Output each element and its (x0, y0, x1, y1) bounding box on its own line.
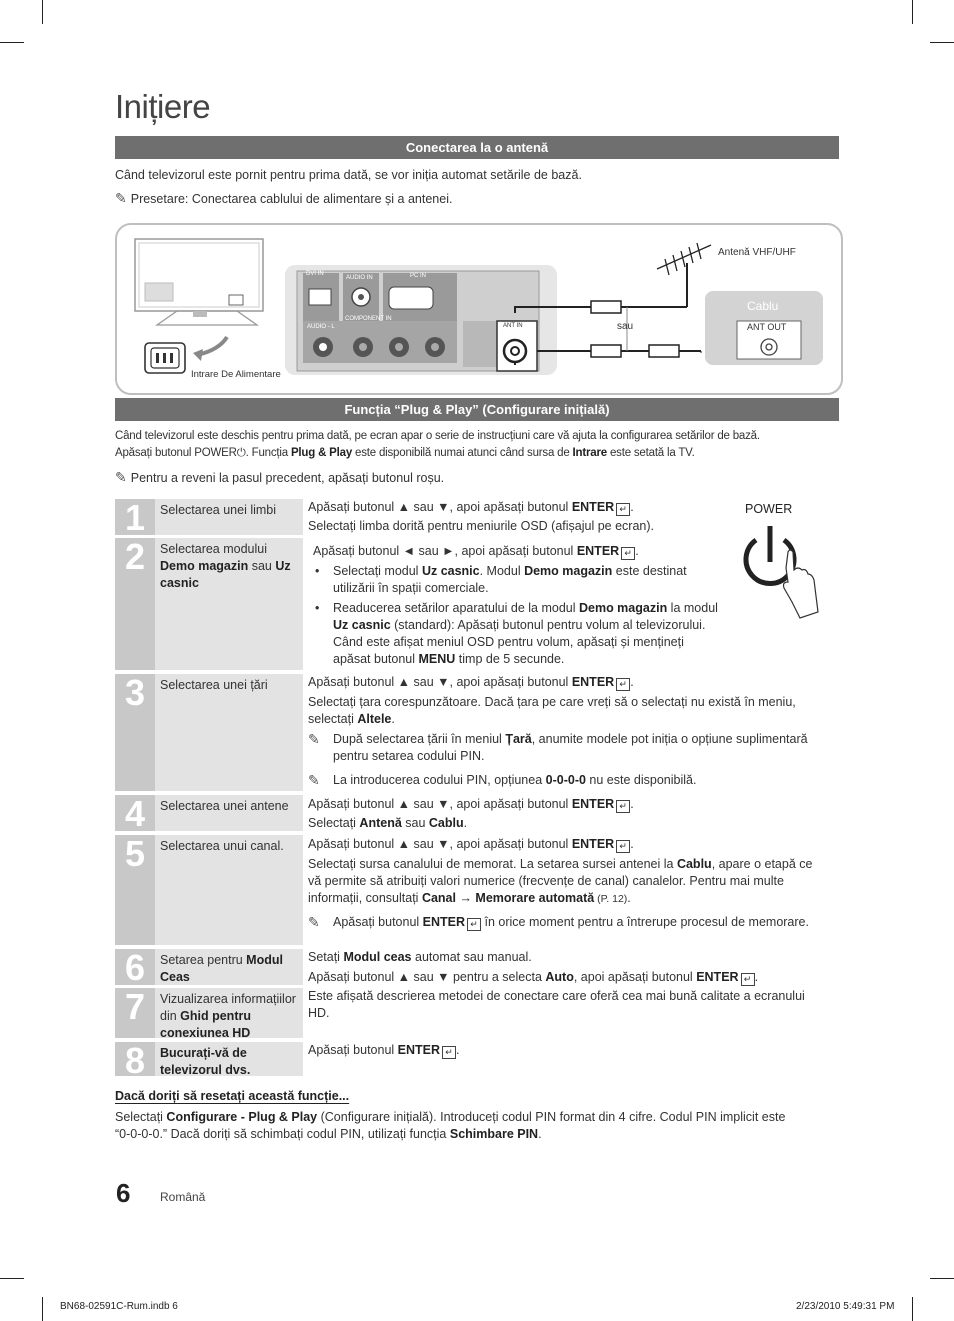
intro-bold: Intrare (572, 447, 607, 459)
port-dvi-label: DVI IN (306, 271, 324, 277)
step-label-text: Setarea pentru (160, 953, 247, 967)
reset-heading: Dacă doriți să resetați această funcție... (115, 1089, 350, 1103)
step-bold: Antenă (359, 816, 402, 830)
enter-icon: ↵ (621, 547, 635, 560)
enter-label: ENTER (571, 797, 615, 811)
ant-in-label: ANT IN (503, 323, 523, 329)
step-text: . Modul (479, 564, 525, 578)
power-label: POWER (745, 502, 793, 516)
step-bold: Uz casnic (333, 618, 391, 632)
step-small: (P. 12) (594, 893, 628, 905)
step-text: Apăsați butonul (333, 915, 423, 929)
step-bold: Uz casnic (421, 564, 480, 578)
ant-out-label: ANT OUT (747, 322, 787, 332)
section2-intro-line1: Când televizorul este deschis pentru prima dată, pe ecran apar o serie de instrucțiuni care vă ajuta la configurarea setărilor de bază. (115, 430, 760, 442)
step-text: Selectați țara corespunzătoare. Dacă țara pe care vreți să o selectați nu există în meniu, selectați (308, 695, 796, 726)
port-component-label: COMPONENT IN (345, 316, 392, 322)
enter-label: ENTER (571, 500, 615, 514)
step-text: Readucerea setărilor aparatului de la modul (333, 601, 579, 615)
footer-file: BN68-02591C-Rum.indb 6 (60, 1301, 178, 1312)
reset-line2: “0-0-0-0.” Dacă doriți să schimbați codul PIN, utilizați funcția Schimbare PIN. (115, 1127, 542, 1141)
step-label-text: sau (248, 559, 276, 573)
step-number: 2 (115, 538, 155, 670)
note-icon: ✎ (308, 772, 320, 788)
step-bold: Demo magazin (524, 564, 613, 578)
intro-text: este setată la TV. (606, 447, 695, 459)
enter-label: ENTER (696, 970, 739, 984)
step-number: 5 (115, 835, 155, 945)
step-label-bold: Demo magazin (160, 559, 249, 573)
page-title: Inițiere (115, 88, 211, 125)
step-label: Selectarea unui canal. (155, 835, 303, 945)
step-text: Selectați limba dorită pentru meniurile OSD (afișajul pe ecran). (308, 519, 654, 533)
step-8-body: Apăsați butonul ENTER ↵ . (308, 1043, 460, 1057)
step-number: 4 (115, 795, 155, 831)
crop-mark (42, 0, 43, 24)
page-language: Română (160, 1190, 206, 1204)
enter-icon: ↵ (467, 918, 481, 931)
step-bold: Altele (357, 712, 392, 726)
step-text: , anumite modele pot iniția o opțiune suplimentară pentru setarea codului PIN. (333, 732, 808, 763)
crop-mark (930, 42, 954, 43)
step-bold: Canal → Memorare automată (421, 891, 595, 905)
port-audio-label: AUDIO IN (346, 275, 373, 281)
step-bold: Cablu (428, 816, 464, 830)
step-label (155, 988, 303, 1038)
enter-label: ENTER (422, 915, 466, 929)
power-input-label: Intrare De Alimentare (191, 369, 281, 380)
step-label: Bucurați-vă de televizorul dvs. (155, 1042, 303, 1076)
intro-text: este disponibilă numai atunci când sursa de (352, 447, 573, 459)
intro-text: . Funcția (245, 447, 291, 459)
section-header-plug-and-play: Funcția “Plug & Play” (Configurare inițială) (115, 398, 839, 421)
enter-icon: ↵ (616, 800, 630, 813)
intro-text: Apăsați butonul POWER (115, 447, 237, 459)
section2-note (115, 469, 444, 487)
step-text: este destinat utilizării în spații comerciale. (333, 564, 687, 595)
step-label-bold: Modul Ceas (160, 953, 283, 984)
antenna-label: Antenă VHF/UHF (718, 247, 796, 258)
enter-icon: ↵ (616, 678, 630, 691)
connection-diagram (115, 223, 843, 395)
step-label-text: Selectarea modului (160, 542, 268, 556)
step-text: Apăsați butonul ▲ sau ▼, apoi apăsați butonul (308, 797, 572, 811)
crop-mark (912, 1297, 913, 1321)
page-number: 6 (116, 1178, 131, 1208)
step-1-body: Apăsați butonul ▲ sau ▼, apoi apăsați butonul ENTER ↵ . Selectați limba dorită pentru meniurile OSD (afișajul pe ecran). (308, 499, 728, 535)
crop-mark (912, 0, 913, 24)
list-item (313, 600, 723, 668)
step-label-text: Vizualizarea informațiilor din (160, 992, 296, 1023)
section1-note (115, 190, 452, 208)
cable-label: Cablu (747, 299, 779, 313)
step-bold: Cablu (676, 857, 712, 871)
step-bold: Auto (545, 970, 574, 984)
footer-date: 2/23/2010 5:49:31 PM (796, 1301, 895, 1312)
power-icon: ⏻ (236, 447, 246, 459)
step-label: Selectarea unei țări (155, 674, 303, 791)
step-text: Selectați sursa canalului de memorat. La setarea sursei antenei la (308, 857, 677, 871)
reset-text: Selectați (115, 1110, 167, 1124)
note-text: Pentru a reveni la pasul precedent, apăsați butonul roșu. (130, 471, 445, 485)
reset-text: “0-0-0-0.” Dacă doriți să schimbați codul PIN, utilizați funcția (115, 1127, 450, 1141)
crop-mark (42, 1297, 43, 1321)
step-text: Apăsați butonul ▲ sau ▼, apoi apăsați butonul (308, 500, 572, 514)
step-label (155, 949, 303, 985)
step-label: Selectarea unei limbi (155, 499, 303, 535)
step-text: Setați (308, 950, 344, 964)
crop-mark (930, 1278, 954, 1279)
section1-intro: Când televizorul este pornit pentru prima dată, se vor iniția automat setările de bază. (115, 168, 582, 182)
step-text: Apăsați butonul ▲ sau ▼, apoi apăsați butonul (308, 675, 572, 689)
or-label: sau (617, 321, 634, 332)
step-6-body: Setați Modul ceas automat sau manual. Apăsați butonul ▲ sau ▼ pentru a selecta Auto, apoi apăsați butonul ENTER ↵ . (308, 950, 759, 984)
step-number: 6 (115, 949, 155, 985)
enter-icon: ↵ (741, 973, 755, 986)
step-number: 3 (115, 674, 155, 791)
step-7-body: Este afișată descrierea metodei de conectare care oferă cea mai bună calitate a ecranului HD. (308, 989, 805, 1020)
enter-icon: ↵ (442, 1046, 456, 1059)
intro-bold: Plug & Play (290, 447, 353, 459)
note-icon: ✎ (308, 914, 320, 930)
step-2-body: Apăsați butonul ◄ sau ►, apoi apăsați butonul ENTER ↵ . • Selectați modul Uz casnic. Modul Demo magazin este destinat utilizării în spații comerciale. • Readucerea setărilor aparatului de la modul Demo magazin la modul Uz casnic (standard): Apăsați butonul pentru volum al televizorului. Când este afișat meniul OSD pentru volum, apăsați și mențineți apăsat butonul MENU timp de 5 secunde. (313, 543, 723, 668)
note-icon: ✎ (308, 731, 320, 747)
step-text: Apăsați butonul ◄ sau ►, apoi apăsați butonul (313, 544, 577, 558)
step-text: Apăsați butonul (308, 1043, 398, 1057)
step-text: , apare o etapă ce vă permite să atribuiți valori numerice (frecvențe de canal) canalelor. Pentru mai multe informații, consultați (308, 857, 813, 905)
step-number: 1 (115, 499, 155, 535)
power-button-icon (738, 522, 828, 622)
step-5-body: Apăsați butonul ▲ sau ▼, apoi apăsați butonul ENTER ↵ . Selectați sursa canalului de memorat. La setarea sursei antenei la Cablu, apare o etapă ce vă permite să atribuiți valori numerice (frecvențe de canal) canalelor. Pentru mai multe informații, consultați Canal → Memorare automată (P. 12). ✎ Apăsați butonul ENTER ↵ în orice moment pentru a întrerupe procesul de memorare. (308, 837, 813, 930)
step-text: nu este disponibilă. (585, 773, 697, 787)
step-label (155, 538, 303, 670)
list-item (313, 563, 723, 597)
step-3-body: Apăsați butonul ▲ sau ▼, apoi apăsați butonul ENTER ↵ . Selectați țara corespunzătoare. Dacă țara pe care vreți să o selectați nu există în meniu, selectați Altele. ✎ După selectarea țării în meniul Țară, anumite modele pot iniția o opțiune suplimentară pentru setarea codului PIN. ✎ La introducerea codului PIN, opțiunea 0-0-0-0 nu este disponibilă. (308, 675, 808, 788)
crop-mark (0, 42, 24, 43)
enter-label: ENTER (576, 544, 620, 558)
crop-mark (0, 1278, 24, 1279)
note-text: Presetare: Conectarea cablului de alimentare și a antenei. (130, 192, 453, 206)
step-text: , apoi apăsați butonul (573, 970, 697, 984)
step-text: Selectați (308, 816, 360, 830)
step-number: 8 (115, 1042, 155, 1076)
port-pc-label: PC IN (410, 273, 427, 279)
step-4-body: Apăsați butonul ▲ sau ▼, apoi apăsați butonul ENTER ↵ . Selectați Antenă sau Cablu. (308, 797, 634, 830)
step-bold: Țară (505, 732, 532, 746)
step-text: automat sau manual. (411, 950, 532, 964)
step-text: La introducerea codului PIN, opțiunea (333, 773, 546, 787)
step-text: la modul (667, 601, 718, 615)
step-text: După selectarea țării în meniul (333, 732, 506, 746)
enter-icon: ↵ (616, 503, 630, 516)
step-text: timp de 5 secunde. (455, 652, 565, 666)
reset-bold: Configurare - Plug & Play (166, 1110, 318, 1124)
step-bold: Demo magazin (578, 601, 668, 615)
reset-text: (Configurare inițială). Introduceți codul PIN format din 4 cifre. Codul PIN implicit este (317, 1110, 786, 1124)
step-text: în orice moment pentru a întrerupe procesul de memorare. (481, 915, 809, 929)
step-bold: 0-0-0-0 (545, 773, 586, 787)
step-text: sau (401, 816, 429, 830)
step-text: Selectați modul (333, 564, 422, 578)
enter-label: ENTER (571, 675, 615, 689)
step-bold: Modul ceas (343, 950, 412, 964)
enter-label: ENTER (397, 1043, 441, 1057)
enter-label: ENTER (571, 837, 615, 851)
section-header-antenna: Conectarea la o antenă (115, 136, 839, 159)
note-icon: ✎ (115, 469, 127, 485)
step-text: (standard): Apăsați butonul pentru volum al televizorului. Când este afișat meniul OSD pentru volum, apăsați și mențineți apăsat butonul (333, 618, 706, 666)
note-icon: ✎ (115, 190, 127, 206)
reset-line1 (115, 1109, 839, 1126)
section2-intro-line2 (115, 445, 839, 462)
step-bold: MENU (418, 652, 456, 666)
enter-icon: ↵ (616, 840, 630, 853)
step-label-bold: Ghid pentru conexiunea HD (160, 1009, 251, 1040)
step-text: Apăsați butonul ▲ sau ▼ pentru a selecta (308, 970, 546, 984)
step-label-bold: Uz casnic (160, 559, 291, 590)
step-number: 7 (115, 988, 155, 1038)
step-text: Apăsați butonul ▲ sau ▼, apoi apăsați butonul (308, 837, 572, 851)
reset-bold: Schimbare PIN (449, 1127, 539, 1141)
port-audio-l-label: AUDIO - L (307, 324, 335, 330)
step-label: Selectarea unei antene (155, 795, 303, 831)
